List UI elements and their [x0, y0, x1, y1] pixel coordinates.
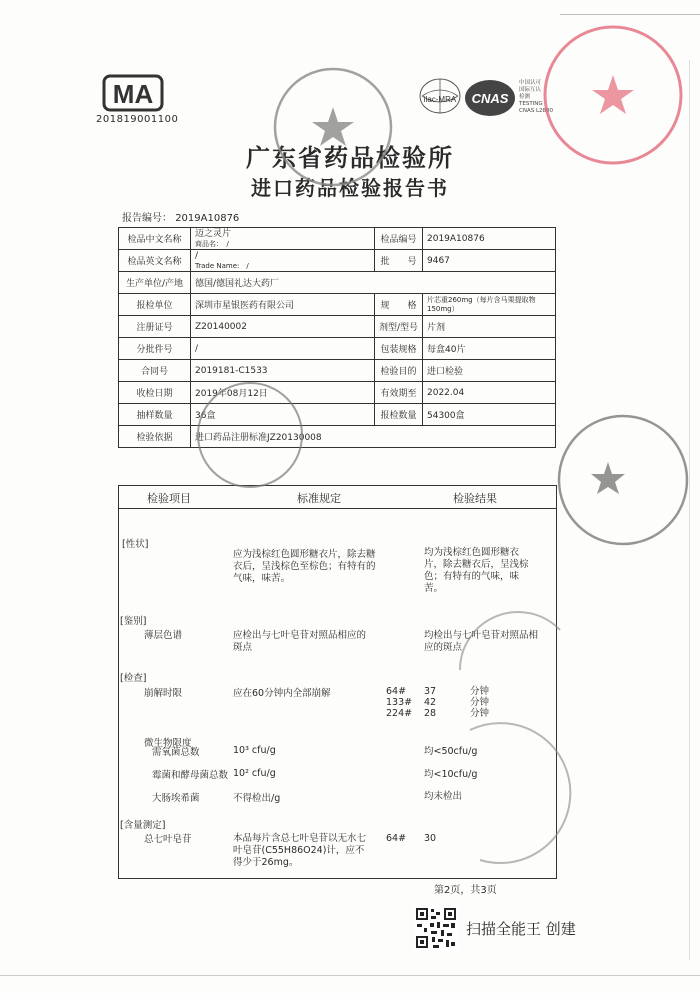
cnas-line1: 中国认可	[519, 80, 542, 86]
disintegration-item: 崩解时限	[144, 688, 183, 699]
tlc-result: 均检出与七叶皂苷对照品相应的斑点	[424, 630, 539, 653]
cell-label: 规 格	[375, 294, 423, 316]
disintegration-val: 42	[424, 697, 437, 708]
cell-label: 分批件号	[119, 338, 191, 360]
col-standard-header: 标准规定	[297, 492, 341, 505]
table-row	[119, 404, 556, 426]
table-row	[119, 338, 556, 360]
appearance-result: 均为浅棕红色圆形糖衣片，除去糖衣后，呈浅棕色；有特有的气味，味苦。	[424, 547, 529, 594]
table-row	[119, 316, 556, 338]
table-row	[119, 360, 556, 382]
disintegration-id: 133#	[386, 697, 413, 708]
partial-seal-stamp-icon	[460, 720, 580, 870]
table-row	[119, 382, 556, 404]
cell-label: 收检日期	[119, 382, 191, 404]
ecoli-result: 均未检出	[424, 791, 463, 802]
table-row	[119, 228, 556, 250]
cell-label: 生产单位/产地	[119, 272, 191, 294]
cell-value: 9467	[423, 250, 556, 272]
tlc-item: 薄层色谱	[144, 630, 183, 641]
cell-value: 进口药品注册标准JZ20130008	[191, 426, 556, 448]
document-title: 广东省药品检验所	[246, 143, 454, 172]
cell-label: 抽样数量	[119, 404, 191, 426]
section-appearance: [性状]	[122, 539, 149, 550]
cell-label: 检验目的	[375, 360, 423, 382]
cell-label: 检品英文名称	[119, 250, 191, 272]
report-number-value: 2019A10876	[175, 213, 240, 224]
cell-value: /	[191, 338, 375, 360]
en-name: /	[195, 250, 199, 261]
disintegration-unit: 分钟	[470, 697, 490, 708]
cell-label: 有效期至	[375, 382, 423, 404]
cell-label: 批 号	[375, 250, 423, 272]
cn-name: 迈之灵片	[195, 228, 232, 239]
cnas-line3: 检测	[519, 94, 531, 100]
aerobic-item: 需氧菌总数	[152, 747, 200, 758]
table-row	[119, 272, 556, 294]
mold-result: 均<10cfu/g	[424, 769, 478, 780]
assay-item: 总七叶皂苷	[144, 834, 192, 845]
cma-logo-text: MA	[112, 79, 154, 109]
cell-label: 合同号	[119, 360, 191, 382]
section-identification: [鉴别]	[120, 616, 147, 627]
disintegration-val: 37	[424, 686, 437, 697]
cell-value: 54300盒	[423, 404, 556, 426]
cell-value: 每盒40片	[423, 338, 556, 360]
disintegration-val: 28	[424, 708, 437, 719]
accreditation-logos	[418, 76, 558, 124]
qr-code-icon[interactable]	[414, 906, 458, 950]
cnas-line4: TESTING	[519, 101, 543, 107]
sample-info-table	[118, 227, 556, 448]
company-seal-stamp-icon	[538, 20, 688, 170]
disintegration-standard: 应在60分钟内全部崩解	[233, 688, 331, 699]
cell-label: 包装规格	[375, 338, 423, 360]
page-number: 第2页，共3页	[434, 885, 497, 896]
assay-standard: 本品每片含总七叶皂苷以无水七叶皂苷(C55H86O24)计，应不得少于26mg。	[233, 833, 367, 868]
col-item-header: 检验项目	[147, 492, 191, 505]
table-row	[119, 294, 556, 316]
mold-standard: 10² cfu/g	[233, 768, 276, 779]
cell-value: 2022.04	[423, 382, 556, 404]
cnas-text: CNAS	[471, 91, 509, 106]
cell-value: 片芯重260mg（每片含马栗提取物150mg）	[423, 294, 556, 316]
disintegration-id: 224#	[386, 708, 413, 719]
appearance-standard: 应为浅棕红色圆形糖衣片，除去糖衣后，呈浅棕色至棕色；有特有的气味，味苦。	[233, 549, 376, 584]
microbial-item: 微生物限度	[144, 738, 192, 749]
cell-label: 检验依据	[119, 426, 191, 448]
report-number	[122, 209, 239, 224]
cell-value: 进口检验	[423, 360, 556, 382]
cma-number: 201819001100	[96, 114, 179, 125]
cell-value	[191, 228, 375, 250]
cell-value: Z20140002	[191, 316, 375, 338]
en-trade-label: Trade Name:	[195, 261, 240, 270]
cell-label: 检品编号	[375, 228, 423, 250]
disintegration-id: 64#	[386, 686, 407, 697]
cnas-line5: CNAS L2800	[519, 108, 554, 114]
section-assay: [含量测定]	[120, 820, 166, 831]
document-subtitle: 进口药品检验报告书	[251, 176, 449, 200]
trade-name-label: 商品名：	[195, 239, 220, 248]
scanner-watermark: 扫描全能王 创建	[466, 920, 576, 938]
partial-seal-stamp-icon	[440, 600, 580, 740]
trade-name: /	[226, 239, 229, 248]
cell-label: 剂型/型号	[375, 316, 423, 338]
report-number-label: 报告编号：	[122, 213, 172, 224]
table-row	[119, 250, 556, 272]
tlc-standard: 应检出与七叶皂苷对照品相应的斑点	[233, 630, 367, 653]
cell-value: 36盒	[191, 404, 375, 426]
scan-bottom-line	[0, 975, 700, 976]
table-row	[119, 426, 556, 448]
right-edge-seal-stamp-icon	[548, 410, 698, 550]
cell-value: 深圳市星银医药有限公司	[191, 294, 375, 316]
cell-value	[191, 250, 375, 272]
cnas-line2: 国际互认	[519, 87, 542, 93]
ecoli-item: 大肠埃希菌	[152, 793, 200, 804]
ilac-text: ilac-MRA	[423, 95, 457, 104]
mold-item: 霉菌和酵母菌总数	[152, 770, 229, 781]
cell-label: 报检单位	[119, 294, 191, 316]
cell-value: 2019181-C1533	[191, 360, 375, 382]
ecoli-standard: 不得检出/g	[233, 793, 281, 804]
col-result-header: 检验结果	[453, 492, 497, 505]
cell-label: 报检数量	[375, 404, 423, 426]
disintegration-unit: 分钟	[470, 708, 490, 719]
cell-value: 德国/德国礼达大药厂	[191, 272, 556, 294]
assay-sample-id: 64#	[386, 833, 407, 844]
scan-edge-line	[560, 14, 700, 15]
aerobic-standard: 10³ cfu/g	[233, 745, 276, 756]
cell-label: 检品中文名称	[119, 228, 191, 250]
cell-value: 2019年08月12日	[191, 382, 375, 404]
section-check: [检查]	[120, 673, 147, 684]
cell-value: 片剂	[423, 316, 556, 338]
cma-logo-icon	[102, 74, 164, 112]
inspection-seal-stamp-icon	[268, 62, 398, 192]
aerobic-result: 均<50cfu/g	[424, 746, 478, 757]
cell-value: 2019A10876	[423, 228, 556, 250]
applicant-seal-stamp-icon	[190, 375, 310, 495]
disintegration-unit: 分钟	[470, 686, 490, 697]
assay-result: 30	[424, 833, 437, 844]
en-trade: /	[246, 261, 249, 270]
cell-label: 注册证号	[119, 316, 191, 338]
